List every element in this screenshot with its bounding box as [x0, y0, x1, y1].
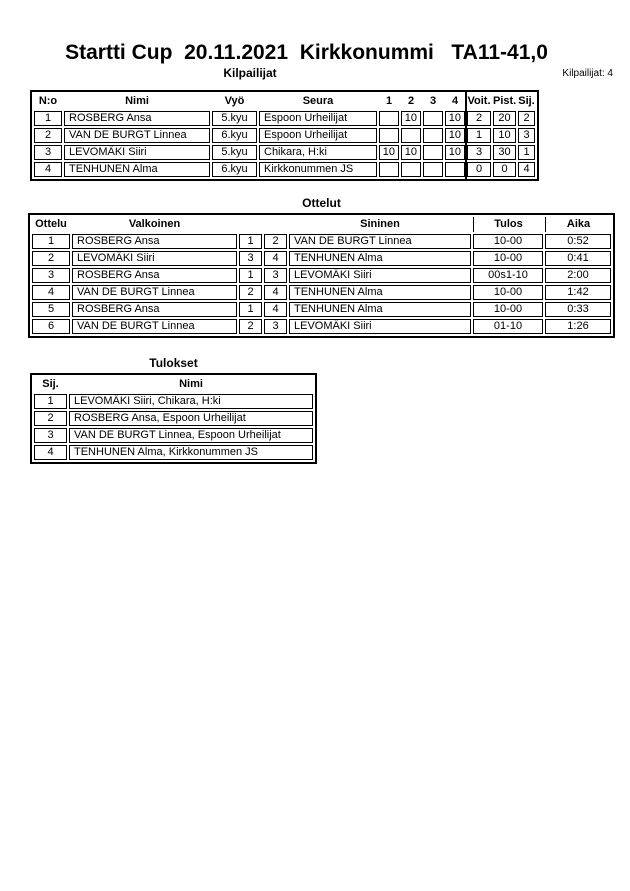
- cell-pist: 0: [493, 162, 516, 177]
- t1-header-seura: Seura: [302, 95, 334, 107]
- t2-header-valkoinen: Valkoinen: [128, 218, 181, 230]
- cell-blue-no: 3: [264, 319, 287, 334]
- kilpailijat-table-grid: [32, 92, 537, 179]
- cell-no: 1: [34, 111, 62, 126]
- cell-blue-no: 4: [264, 302, 287, 317]
- kilpailijat-row: [34, 111, 535, 126]
- cell-seura: Espoon Urheilijat: [259, 128, 377, 143]
- cell-white-no: 2: [239, 319, 262, 334]
- cell-aika: 0:33: [545, 302, 611, 317]
- cell-tulos: 10-00: [473, 285, 543, 300]
- ottelut-row: [32, 268, 611, 283]
- cell-pist: 30: [493, 145, 516, 160]
- cell-score-1: [379, 128, 399, 143]
- cell-nimi: LEVOMÄKI Siiri: [64, 145, 210, 160]
- cell-white-no: 2: [239, 285, 262, 300]
- t1-header-2: 2: [407, 95, 415, 107]
- t1-header-sij: Sij.: [518, 95, 535, 107]
- ottelut-row: [32, 251, 611, 266]
- cell-match-no: 2: [32, 251, 70, 266]
- t3-header-sij: Sij.: [42, 378, 59, 390]
- tulokset-row: [34, 428, 313, 443]
- t1-header-nimi: Nimi: [125, 95, 149, 107]
- cell-sininen: TENHUNEN Alma: [289, 302, 471, 317]
- cell-match-no: 6: [32, 319, 70, 334]
- cell-score-1: 10: [379, 145, 399, 160]
- cell-voit: 2: [467, 111, 491, 126]
- kilpailijat-row: [34, 162, 535, 177]
- ottelut-row: [32, 234, 611, 249]
- ottelut-header-row: [32, 217, 611, 232]
- cell-sininen: LEVOMÄKI Siiri: [289, 268, 471, 283]
- t2-header-sininen: Sininen: [360, 218, 400, 230]
- cell-pist: 20: [493, 111, 516, 126]
- cell-tulos: 00s1-10: [473, 268, 543, 283]
- t1-header-pist: Pist.: [493, 95, 516, 107]
- cell-score-3: [423, 145, 443, 160]
- tulokset-row: [34, 445, 313, 460]
- kilpailijat-header-row: [34, 94, 535, 109]
- cell-seura: Kirkkonummen JS: [259, 162, 377, 177]
- cell-score-4: 10: [445, 111, 465, 126]
- cell-score-1: [379, 162, 399, 177]
- cell-match-no: 5: [32, 302, 70, 317]
- cell-nimi: VAN DE BURGT Linnea, Espoon Urheilijat: [69, 428, 313, 443]
- cell-aika: 1:42: [545, 285, 611, 300]
- cell-match-no: 3: [32, 268, 70, 283]
- cell-sij: 1: [518, 145, 535, 160]
- cell-blue-no: 4: [264, 285, 287, 300]
- cell-aika: 1:26: [545, 319, 611, 334]
- t2-header-aika: Aika: [545, 217, 611, 232]
- cell-score-2: [401, 128, 421, 143]
- page-title: Startti Cup 20.11.2021 Kirkkonummi TA11-41,0: [65, 41, 548, 64]
- ottelut-table-grid: [30, 215, 613, 336]
- cell-nimi: TENHUNEN Alma, Kirkkonummen JS: [69, 445, 313, 460]
- cell-score-1: [379, 111, 399, 126]
- cell-nimi: ROSBERG Ansa, Espoon Urheilijat: [69, 411, 313, 426]
- cell-voit: 3: [467, 145, 491, 160]
- t2-header-ottelu: Ottelu: [35, 218, 67, 230]
- cell-no: 2: [34, 128, 62, 143]
- t3-header-nimi: Nimi: [179, 378, 203, 390]
- tulokset-table-grid: [32, 375, 315, 462]
- cell-sij: 3: [518, 128, 535, 143]
- cell-vyo: 6.kyu: [212, 162, 257, 177]
- cell-nimi: ROSBERG Ansa: [64, 111, 210, 126]
- ottelut-row: [32, 285, 611, 300]
- cell-white-no: 1: [239, 302, 262, 317]
- cell-nimi: VAN DE BURGT Linnea: [64, 128, 210, 143]
- cell-seura: Espoon Urheilijat: [259, 111, 377, 126]
- cell-tulos: 10-00: [473, 234, 543, 249]
- tulokset-section-label: Tulokset: [149, 356, 198, 370]
- cell-sininen: TENHUNEN Alma: [289, 285, 471, 300]
- kilpailijat-row: [34, 145, 535, 160]
- t1-header-3: 3: [429, 95, 437, 107]
- cell-nimi: TENHUNEN Alma: [64, 162, 210, 177]
- cell-score-2: [401, 162, 421, 177]
- cell-sininen: VAN DE BURGT Linnea: [289, 234, 471, 249]
- cell-blue-no: 4: [264, 251, 287, 266]
- cell-score-2: 10: [401, 145, 421, 160]
- cell-aika: 0:41: [545, 251, 611, 266]
- kilpailijat-row: [34, 128, 535, 143]
- kilpailijat-table: [30, 90, 539, 181]
- t1-header-voit: Voit.: [467, 95, 491, 107]
- ottelut-row: [32, 302, 611, 317]
- cell-valkoinen: ROSBERG Ansa: [72, 302, 237, 317]
- competitors-count: Kilpailijat: 4: [562, 68, 613, 79]
- cell-voit: 1: [467, 128, 491, 143]
- cell-valkoinen: VAN DE BURGT Linnea: [72, 285, 237, 300]
- cell-score-3: [423, 111, 443, 126]
- voit-group-separator: [465, 92, 467, 179]
- cell-tulos: 01-10: [473, 319, 543, 334]
- cell-valkoinen: LEVOMÄKI Siiri: [72, 251, 237, 266]
- cell-no: 4: [34, 162, 62, 177]
- cell-score-3: [423, 162, 443, 177]
- cell-score-4: 10: [445, 145, 465, 160]
- ottelut-table: [28, 213, 615, 338]
- cell-sij: 1: [34, 394, 67, 409]
- cell-sij: 2: [518, 111, 535, 126]
- tulokset-row: [34, 411, 313, 426]
- cell-blue-no: 3: [264, 268, 287, 283]
- cell-vyo: 5.kyu: [212, 111, 257, 126]
- t1-header-no: N:o: [38, 95, 58, 107]
- cell-tulos: 10-00: [473, 251, 543, 266]
- cell-pist: 10: [493, 128, 516, 143]
- cell-nimi: LEVOMÄKI Siiri, Chikara, H:ki: [69, 394, 313, 409]
- cell-valkoinen: VAN DE BURGT Linnea: [72, 319, 237, 334]
- cell-sininen: LEVOMÄKI Siiri: [289, 319, 471, 334]
- cell-score-2: 10: [401, 111, 421, 126]
- ottelut-section-label: Ottelut: [302, 196, 341, 210]
- cell-match-no: 4: [32, 285, 70, 300]
- ottelut-row: [32, 319, 611, 334]
- cell-white-no: 3: [239, 251, 262, 266]
- cell-voit: 0: [467, 162, 491, 177]
- tulokset-table: [30, 373, 317, 464]
- cell-white-no: 1: [239, 234, 262, 249]
- t1-header-1: 1: [385, 95, 393, 107]
- cell-match-no: 1: [32, 234, 70, 249]
- cell-score-4: [445, 162, 465, 177]
- cell-no: 3: [34, 145, 62, 160]
- cell-sij: 4: [518, 162, 535, 177]
- cell-valkoinen: ROSBERG Ansa: [72, 268, 237, 283]
- cell-tulos: 10-00: [473, 302, 543, 317]
- tulokset-header-row: [34, 377, 313, 392]
- cell-valkoinen: ROSBERG Ansa: [72, 234, 237, 249]
- cell-score-4: 10: [445, 128, 465, 143]
- cell-score-3: [423, 128, 443, 143]
- cell-sij: 4: [34, 445, 67, 460]
- t2-header-tulos: Tulos: [473, 217, 543, 232]
- kilpailijat-section-label: Kilpailijat: [223, 66, 277, 80]
- cell-white-no: 1: [239, 268, 262, 283]
- cell-blue-no: 2: [264, 234, 287, 249]
- t1-header-4: 4: [451, 95, 459, 107]
- tulokset-row: [34, 394, 313, 409]
- cell-aika: 0:52: [545, 234, 611, 249]
- cell-sij: 3: [34, 428, 67, 443]
- cell-vyo: 5.kyu: [212, 145, 257, 160]
- t2-header-empty-2: [264, 217, 287, 232]
- cell-sininen: TENHUNEN Alma: [289, 251, 471, 266]
- t1-header-vyo: Vyö: [224, 95, 245, 107]
- cell-sij: 2: [34, 411, 67, 426]
- t2-header-empty-1: [239, 217, 262, 232]
- cell-aika: 2:00: [545, 268, 611, 283]
- cell-vyo: 6.kyu: [212, 128, 257, 143]
- cell-seura: Chikara, H:ki: [259, 145, 377, 160]
